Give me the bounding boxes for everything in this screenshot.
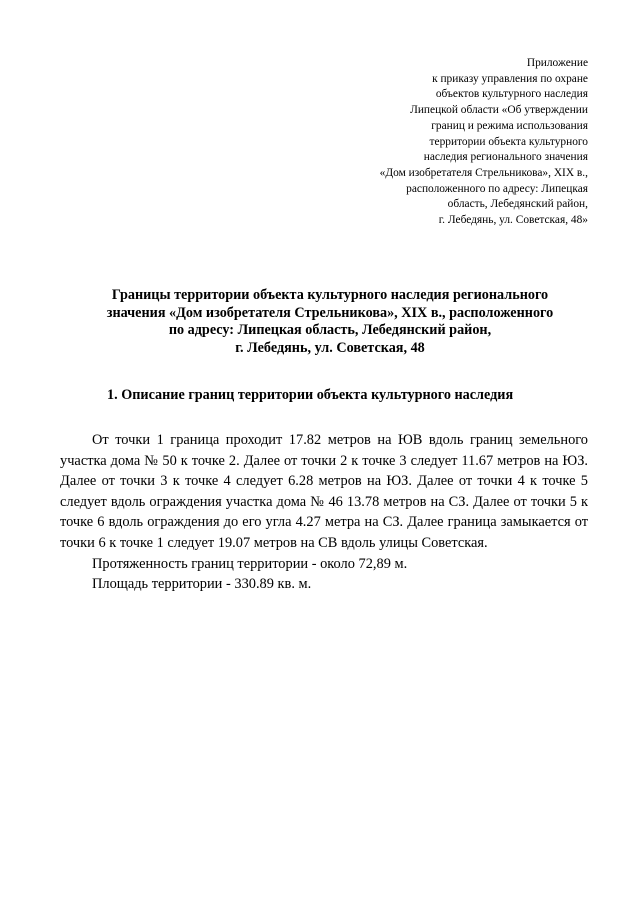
appendix-line: Приложение xyxy=(526,57,588,69)
appendix-line: объектов культурного наследия xyxy=(435,88,588,101)
title-line: Границы территории объекта культурного наследия регионального xyxy=(111,287,549,303)
appendix-line: границ и режима использования xyxy=(431,119,588,132)
title-line: значения «Дом изобретателя Стрельникова», XIX в., расположенного xyxy=(106,304,554,321)
appendix-line: территории объекта культурного xyxy=(429,135,588,148)
boundary-length: Протяженность границ территории - около 72,89 м. xyxy=(92,555,408,572)
title-line: г. Лебедянь, ул. Советская, 48 xyxy=(235,339,425,356)
document-title xyxy=(60,287,600,357)
appendix-line: г. Лебедянь, ул. Советская, 48» xyxy=(438,214,588,227)
boundary-description: От точки 1 граница проходит 17.82 метров на ЮВ вдоль границ земельного участка дома № 50 к точке 2. Далее от точки 2 к точке 3 следует 11.67 метров на ЮЗ. Далее от точки 3 к точке 4 следует 6.28 метров на ЮЗ. Далее от точки 4 к точке 5 следует вдоль ограждения участка дома № 46 13.78 метров на СЗ. Далее от точки 5 к точке 6 вдоль ограждения до его угла 4.27 метра на СЗ. Далее граница замыкается от точки 6 к точке 1 следует 19.07 метров на СВ вдоль улицы Советская. xyxy=(60,432,588,551)
appendix-header xyxy=(288,56,588,229)
appendix-line: наследия регионального значения xyxy=(423,151,588,164)
document-body xyxy=(60,430,588,595)
section-heading: 1. Описание границ территории объекта культурного наследия xyxy=(107,387,514,403)
appendix-line: область, Лебедянский район, xyxy=(447,198,588,211)
territory-area: Площадь территории - 330.89 кв. м. xyxy=(92,576,312,593)
appendix-line: Липецкой области «Об утверждении xyxy=(410,104,588,117)
appendix-line: расположенного по адресу: Липецкая xyxy=(406,182,588,195)
title-line: по адресу: Липецкая область, Лебедянский район, xyxy=(168,322,492,338)
appendix-line: к приказу управления по охране xyxy=(432,72,588,85)
appendix-line: «Дом изобретателя Стрельникова», XIX в., xyxy=(379,166,588,179)
